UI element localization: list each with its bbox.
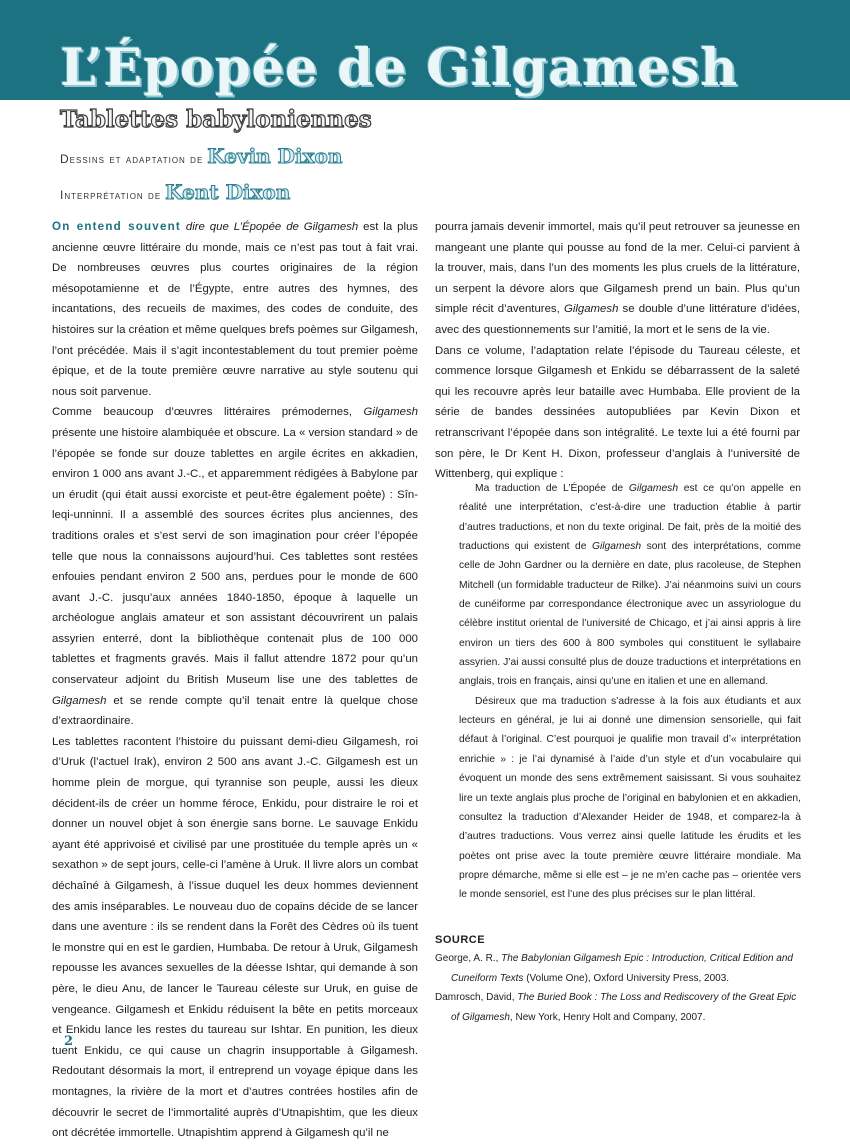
book-title: Gilgamesh	[628, 483, 679, 494]
credit-name: Kent Dixon	[165, 180, 291, 204]
book-title: Gilgamesh	[52, 694, 107, 707]
page-subtitle: Tablettes babyloniennes	[60, 106, 372, 133]
body-text: se double d’une littérature d’idées, avec des questionnements sur l’amitié, la mort et le sens de la vie.	[435, 303, 801, 336]
book-title: Gilgamesh	[563, 303, 619, 316]
ref-author: George, A. R.,	[435, 953, 502, 964]
book-title: Gilgamesh	[363, 406, 418, 419]
block-quote	[459, 479, 801, 905]
ref-details: (Volume One), Oxford University Press, 2003.	[523, 972, 730, 984]
body-text: Comme beaucoup d’œuvres littéraires prémodernes,	[52, 406, 364, 419]
ref-details: , New York, Henry Holt and Company, 2007.	[509, 1011, 706, 1023]
body-text: dire que	[180, 221, 234, 233]
credit-interpretation	[60, 180, 290, 204]
book-title: Gilgamesh	[591, 541, 642, 553]
body-column-left	[52, 217, 418, 1144]
body-column-right	[435, 217, 800, 485]
body-paragraph	[435, 217, 800, 341]
page-number: 2	[64, 1034, 74, 1049]
quote-text: sont des interprétations, comme celle de John Gardner ou la dernière en date, plus racoleuse, de Stephen Mitchell (un formidable traducteur de Rilke). J’ai néanmoins suivi un cours de cunéiforme par correspondance électronique avec un assyriologue du célèbre institut oriental de l’université de Chicago, et j’ai ainsi appris à lire environ un tiers des 600 à 800 symboles qui constituent le syllabaire assyrien. J’ai aussi consulté plus de douze traductions et interprétations en anglais, trois en français, ainsi qu’une en italien et une en allemand.	[459, 541, 801, 688]
body-paragraph: Dans ce volume, l’adaptation relate l’épisode du Taureau céleste, et commence lorsque Gilgamesh et Enkidu se débarrassent de la saleté qui les recouvre après leur bataille avec Humbaba. Elle provient de la série de bandes dessinées autopubliées par Kevin Dixon et retranscrivant l’épopée dans son intégralité. Le texte lui a été fourni par son père, le Dr Kent H. Dixon, professeur d’anglais à l’université de Wittenberg, qui explique :	[435, 344, 800, 481]
quote-paragraph	[459, 479, 801, 692]
source-item	[435, 949, 803, 988]
quote-paragraph: Désireux que ma traduction s’adresse à la fois aux étudiants et aux lecteurs en général, je lui ai donné une dimension sensorielle, qui fait défaut à l’original. C’est pourquoi je qualifie mon travail d’« interprétation enrichie » : je l’ai dynamisé à l’aide d’un style et d’un vocabulaire qui évoquent un monde des sens extrêmement saisissant. Si vous souhaitez lire un texte anglais plus proche de l’original en babylonien et en akkadien, consultez la traduction d’Alexander Heider de 1948, et comparez-la à d’autres traductions. Vous verrez ainsi quelle latitude les érudits et les poètes ont prise avec la toute première œuvre littéraire mondiale. Ma propre démarche, même si elle est – je ne m’en cache pas – orientée vers le monde sensoriel, est l’une des plus précises sur le plan littéral.	[459, 695, 801, 901]
quote-text: est ce qu’on appelle en réalité une interprétation, c’est-à-dire une traduction établie à partir d’autres traductions, et non du texte original. De fait, près de la moitié des traductions qui existent de	[459, 483, 801, 553]
page-title: L’Épopée de Gilgamesh	[60, 38, 739, 98]
ref-title: The Babylonian Gilgamesh Epic : Introduction, Critical Edition and Cuneiform Texts	[451, 953, 793, 984]
ref-author: Damrosch, David,	[435, 992, 518, 1003]
book-title: L’Épopée de Gilgamesh	[233, 221, 359, 233]
body-text: présente une histoire alambiquée et obscure. La « version standard » de l’épopée se fonde sur douze tablettes en argile écrites en akkadien, environ 1 000 ans avant J.-C., et apparemment rédigées à Babylone par un érudit (qui était aussi exorciste et peut-être également poète) : Sîn-leqi-unninni. Il a assemblé des sources écrites plus anciennes, des traditions orales et s’est servi de son imagination pour créer l’épopée telle que nous la connaissons aujourd’hui. Ces tablettes sont restées enfouies pendant environ 2 500 ans, perdues pour le monde de 600 avant J.-C. jusqu’aux années 1840-1850, époque à laquelle un archéologue anglais amateur et son assistant découvrirent un palais assyrien enterré, dont la bibliothèque contenait plus de 100 000 tablettes et fragments gravés. Mais il fallut attendre 1872 pour qu’un conservateur adjoint du British Museum lise une des tablettes de	[52, 426, 419, 687]
body-paragraph: Les tablettes racontent l’histoire du puissant demi-dieu Gilgamesh, roi d’Uruk (l’actuel Irak), environ 2 500 ans avant J.-C. Gilgamesh est un homme plein de morgue, qui tyrannise son peuple, aussi les dieux décident-ils de créer un homme féroce, Enkidu, pour distraire le roi et donner un nouvel objet à son énergie sans borne. Le sauvage Enkidu ayant été apprivoisé et civilisé par une prostituée du temple après un « sexathon » de sept jours, celle-ci l’amène à Uruk. Il livre alors un combat déchaîné à Gilgamesh, à l’issue duquel les deux hommes deviennent des amis inséparables. Le nouveau duo de copains décide de se lancer dans une aventure : ils se rendent dans la Forêt des Cèdres où ils tuent le monstre qui en est le gardien, Humbaba. De retour à Uruk, Gilgamesh repousse les avances sexuelles de la déesse Ishtar, qui demande à son père, le dieu Anu, de lancer le Taureau céleste sur Uruk, en guise de vengeance. Gilgamesh et Enkidu réduisent la bête en petits morceaux et Enkidu lance les restes du taureau sur Ishtar. En punition, les dieux tuent Enkidu, ce qui cause un chagrin insupportable à Gilgamesh. Redoutant désormais la mort, il entreprend un voyage épique dans les montagnes, la rivière de la mort et d’autres contrées hostiles afin de découvrir le secret de l’immortalité auprès d’Utnapishtim, que les dieux ont décrétée immortelle. Utnapishtim apprend à Gilgamesh qu’il ne	[52, 735, 418, 1140]
credit-label: Interprétation de	[60, 188, 162, 202]
quote-text: Ma traduction de L’Épopée de	[475, 483, 629, 494]
credit-drawings	[60, 144, 342, 168]
lead-in: On entend souvent	[52, 220, 181, 233]
source-item	[435, 988, 803, 1027]
body-paragraph	[52, 217, 418, 402]
sources-heading: SOURCE	[435, 934, 486, 946]
credit-name: Kevin Dixon	[207, 144, 343, 168]
sources-list	[435, 949, 803, 1027]
body-paragraph	[52, 402, 418, 732]
credit-label: Dessins et adaptation de	[60, 152, 204, 166]
body-text: et se rende compte qu’il tenait entre là quelque chose d’extraordinaire.	[52, 694, 418, 728]
ref-title: The Buried Book : The Loss and Rediscovery of the Great Epic of Gilgamesh	[451, 992, 797, 1023]
body-text: est la plus ancienne œuvre littéraire du monde, mais ce n’est pas tout à fait vrai. De nombreuses œuvres plus courtes originaires de la région mésopotamienne et de l’Égypte, entre autres des hymnes, des incantations, des recueils de maximes, des codes de conduite, des histoires sur la création et même quelques brefs poèmes sur Gilgamesh, l’ont précédée. Mais il s’agit incontestablement du tout premier poème épique, et de la toute première œuvre narrative au style soutenu qui nous soit parvenue.	[52, 221, 419, 398]
body-text: pourra jamais devenir immortel, mais qu’il peut retrouver sa jeunesse en mangeant une plante qui pousse au fond de la mer. Celui-ci parvient à la trouver, mais, dans l’un des moments les plus cruels de la littérature, un serpent la dévore alors que Gilgamesh prend un bain. Plus qu’un simple récit d’aventures,	[435, 221, 800, 316]
